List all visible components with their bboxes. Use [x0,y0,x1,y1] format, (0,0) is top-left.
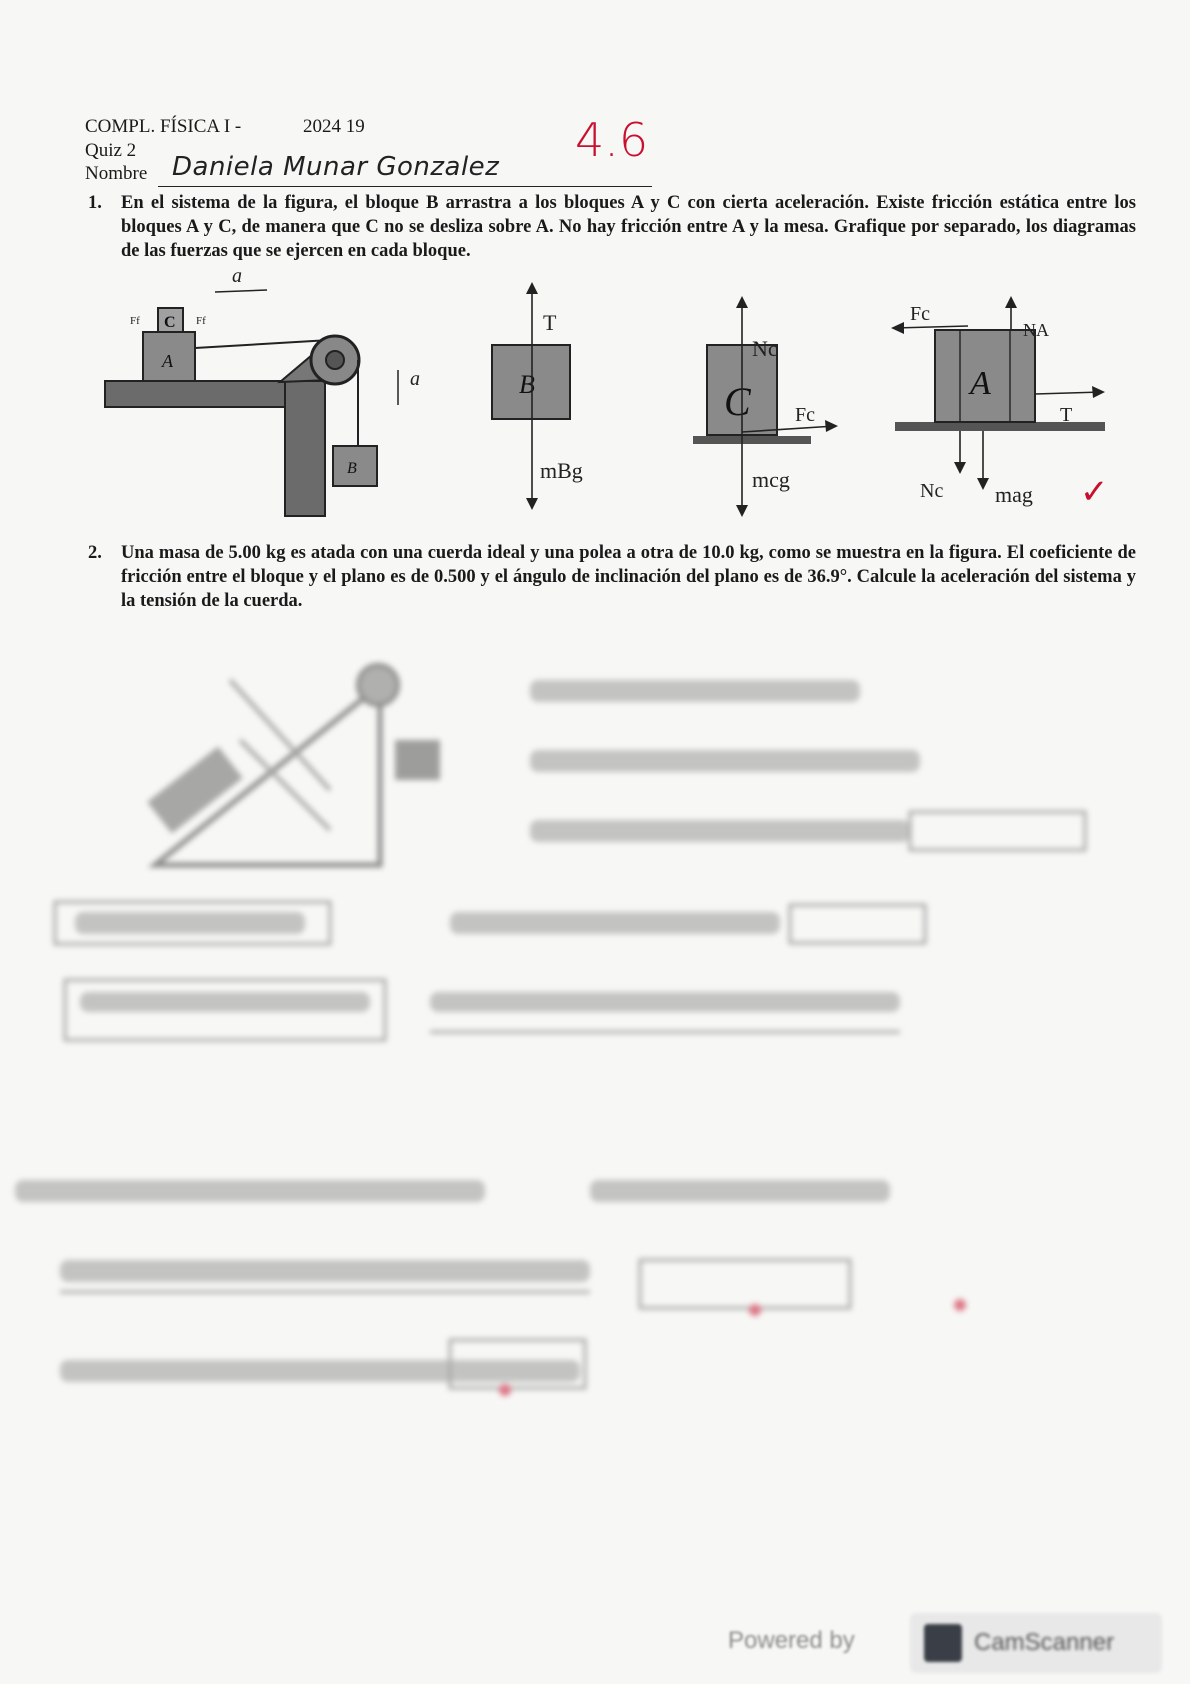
camscanner-icon [924,1624,962,1662]
ff-right-label: Ff [196,315,206,327]
name-label: Nombre [85,163,148,184]
fbd-c-friction: Fc [795,404,815,426]
fbd-a-weight: mag [995,482,1033,507]
fbd-c-normal: Nc [752,336,778,361]
block-a-label: A [162,351,173,371]
system-figure [105,265,377,516]
block-b-label: B [347,460,357,477]
fbd-block-c [693,296,838,517]
fbd-a-normal: NA [1023,320,1049,340]
block-c-label: C [164,314,176,331]
question-number: 2. [88,543,102,563]
powered-by-text: Powered by [728,1627,855,1654]
student-name: Daniela Munar Gonzalez [172,152,500,182]
course-period: 2024 19 [303,116,365,137]
accel-label: a [232,265,242,287]
fbd-b-accel: a [410,368,420,390]
name-underline [158,186,652,187]
fbd-block-a [891,296,1109,511]
fbd-b-tension: T [543,310,557,335]
fbd-a-normal-c: Nc [920,480,944,502]
fbd-c-block-label: C [724,379,751,424]
fbd-b-weight: mBg [540,458,583,483]
rope-horizontal [195,340,330,348]
camscanner-logo [910,1613,1162,1673]
question-number: 1. [88,193,102,213]
quiz-label: Quiz 2 [85,140,137,161]
question-text: Una masa de 5.00 kg es atada con una cuerda ideal y una polea a otra de 10.0 kg, como se muestra en la figura. El coeficiente de fricción entre el bloque y el plano es de 0.500 y el ángulo de inclinación del plano es de 36.9°. Calcule la aceleración del sistema y la tensión de la cuerda. [121,543,1136,611]
course-title: COMPL. FÍSICA I - [85,116,242,137]
ff-left-label: Ff [130,315,140,327]
fbd-a-tension: T [1060,404,1073,426]
check-mark: ✓ [1080,474,1109,511]
fbd-c-weight: mcg [752,467,790,492]
question-text: En el sistema de la figura, el bloque B arrastra a los bloques A y C con cierta aceleración. Existe fricción estática entre los bloques A y C, de manera que C no se desliza sobre A. No hay fricción entre A y la mesa. Grafique por separado, los diagramas de las fuerzas que se ejercen en cada bloque. [121,193,1136,261]
question-1-figures [0,260,1190,520]
fbd-block-b [398,282,583,510]
fbd-a-friction: Fc [910,303,930,325]
blurred-solution [0,640,1190,1420]
fbd-b-block-label: B [519,370,535,399]
fbd-a-block-label: A [970,365,991,402]
grade-mark: 4.6 [575,113,649,167]
brand-name: CamScanner [974,1629,1115,1656]
